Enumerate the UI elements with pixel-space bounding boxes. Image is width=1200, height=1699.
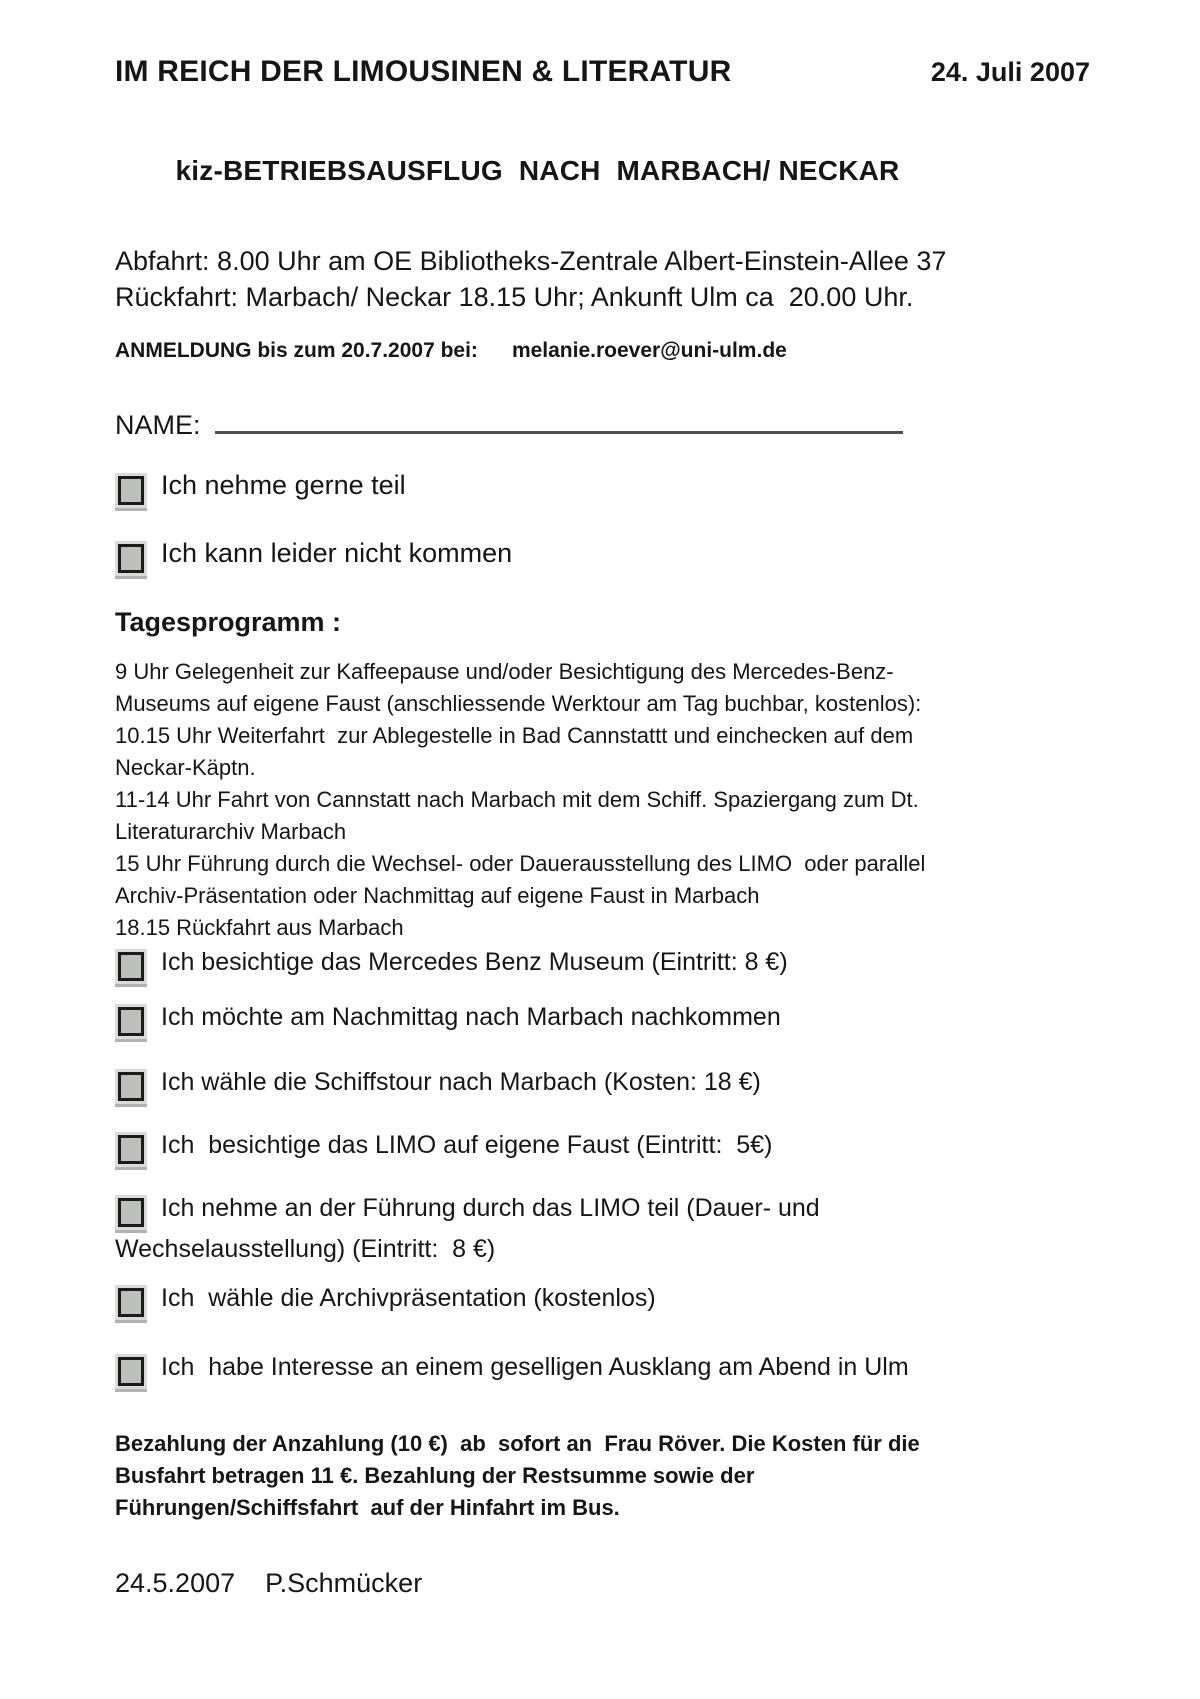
checkbox-icon — [118, 1135, 144, 1164]
afternoon-marbach-label: Ich möchte am Nachmittag nach Marbach nachkommen — [161, 1003, 781, 1031]
checkbox-item-mercedes-museum — [115, 946, 995, 987]
document-date: 24. Juli 2007 — [930, 57, 1090, 87]
creation-date: 24.5.2007 — [115, 1568, 236, 1598]
checkbox-item-attend-no — [115, 537, 995, 579]
name-field-row — [115, 409, 1090, 441]
boat-tour-checkbox[interactable] — [115, 1069, 147, 1107]
checkbox-icon — [118, 544, 144, 573]
archive-presentation-label: Ich wähle die Archivpräsentation (kostenlos) — [161, 1284, 656, 1312]
evening-ulm-label: Ich habe Interesse an einem geselligen Ausklang am Abend in Ulm — [161, 1353, 909, 1381]
program-line: 11-14 Uhr Fahrt von Cannstatt nach Marbach mit dem Schiff. Spaziergang zum Dt. — [115, 787, 919, 812]
mercedes-museum-label: Ich besichtige das Mercedes Benz Museum (Eintritt: 8 €) — [161, 948, 788, 976]
archive-presentation-checkbox[interactable] — [115, 1285, 147, 1323]
program-line: Museums auf eigene Faust (anschliessende Werktour am Tag buchbar, kostenlos): — [115, 691, 922, 716]
checkbox-icon — [118, 1072, 144, 1101]
registration-deadline-label: ANMELDUNG bis zum 20.7.2007 bei: — [115, 339, 478, 362]
registration-email: melanie.roever@uni-ulm.de — [511, 339, 787, 362]
attend-yes-label: Ich nehme gerne teil — [161, 470, 406, 500]
program-line: Archiv-Präsentation oder Nachmittag auf eigene Faust in Marbach — [115, 883, 760, 908]
event-subtitle: kiz-BETRIEBSAUSFLUG NACH MARBACH/ NECKAR — [175, 155, 900, 186]
event-subtitle-row — [115, 155, 960, 187]
author-name: P.Schmücker — [265, 1568, 423, 1598]
payment-line: Bezahlung der Anzahlung (10 €) ab sofort an Frau Röver. Die Kosten für die — [115, 1431, 920, 1456]
program-schedule — [115, 656, 1090, 944]
limo-tour-label: Ich nehme an der Führung durch das LIMO teil (Dauer- und Wechselausstellung) (Eintritt: 8 €) — [115, 1194, 827, 1263]
program-heading: Tagesprogramm : — [115, 607, 342, 637]
document-footer — [115, 1568, 1090, 1599]
program-line: Literaturarchiv Marbach — [115, 819, 347, 844]
afternoon-marbach-checkbox[interactable] — [115, 1004, 147, 1042]
mercedes-museum-checkbox[interactable] — [115, 949, 147, 987]
checkbox-item-limo-self — [115, 1129, 995, 1170]
checkbox-item-evening-ulm — [115, 1351, 995, 1392]
attend-no-label: Ich kann leider nicht kommen — [161, 538, 513, 568]
payment-line: Busfahrt betragen 11 €. Bezahlung der Restsumme sowie der — [115, 1463, 755, 1488]
name-input-line[interactable] — [215, 409, 903, 434]
checkbox-item-archive-presentation — [115, 1282, 995, 1323]
evening-ulm-checkbox[interactable] — [115, 1354, 147, 1392]
checkbox-icon — [118, 1198, 144, 1227]
page-title: IM REICH DER LIMOUSINEN & LITERATUR — [115, 55, 732, 88]
travel-info — [115, 243, 1090, 315]
limo-self-checkbox[interactable] — [115, 1132, 147, 1170]
checkbox-icon — [118, 952, 144, 981]
payment-line: Führungen/Schiffsfahrt auf der Hinfahrt im Bus. — [115, 1495, 620, 1520]
limo-self-label: Ich besichtige das LIMO auf eigene Faust (Eintritt: 5€) — [161, 1131, 773, 1159]
payment-note — [115, 1428, 1090, 1524]
checkbox-item-boat-tour — [115, 1066, 995, 1107]
document-header — [115, 55, 1090, 89]
checkbox-item-afternoon-marbach — [115, 1001, 995, 1042]
checkbox-icon — [118, 476, 144, 505]
name-label: NAME: — [115, 410, 201, 440]
program-line: 10.15 Uhr Weiterfahrt zur Ablegestelle in Bad Cannstattt und einchecken auf dem — [115, 723, 914, 748]
attend-no-checkbox[interactable] — [115, 541, 147, 579]
checkbox-item-limo-tour — [115, 1192, 995, 1266]
return-line: Rückfahrt: Marbach/ Neckar 18.15 Uhr; Ankunft Ulm ca 20.00 Uhr. — [115, 282, 914, 312]
limo-tour-checkbox[interactable] — [115, 1195, 147, 1233]
registration-line — [115, 339, 1090, 363]
program-line: 15 Uhr Führung durch die Wechsel- oder Dauerausstellung des LIMO oder parallel — [115, 851, 926, 876]
checkbox-icon — [118, 1288, 144, 1317]
program-line: 18.15 Rückfahrt aus Marbach — [115, 915, 404, 940]
departure-line: Abfahrt: 8.00 Uhr am OE Bibliotheks-Zentrale Albert-Einstein-Allee 37 — [115, 246, 947, 276]
checkbox-icon — [118, 1007, 144, 1036]
boat-tour-label: Ich wähle die Schiffstour nach Marbach (Kosten: 18 €) — [161, 1068, 761, 1096]
attend-yes-checkbox[interactable] — [115, 473, 147, 511]
checkbox-item-attend-yes — [115, 469, 995, 511]
program-line: 9 Uhr Gelegenheit zur Kaffeepause und/oder Besichtigung des Mercedes-Benz- — [115, 659, 894, 684]
program-line: Neckar-Käptn. — [115, 755, 256, 780]
checkbox-icon — [118, 1357, 144, 1386]
